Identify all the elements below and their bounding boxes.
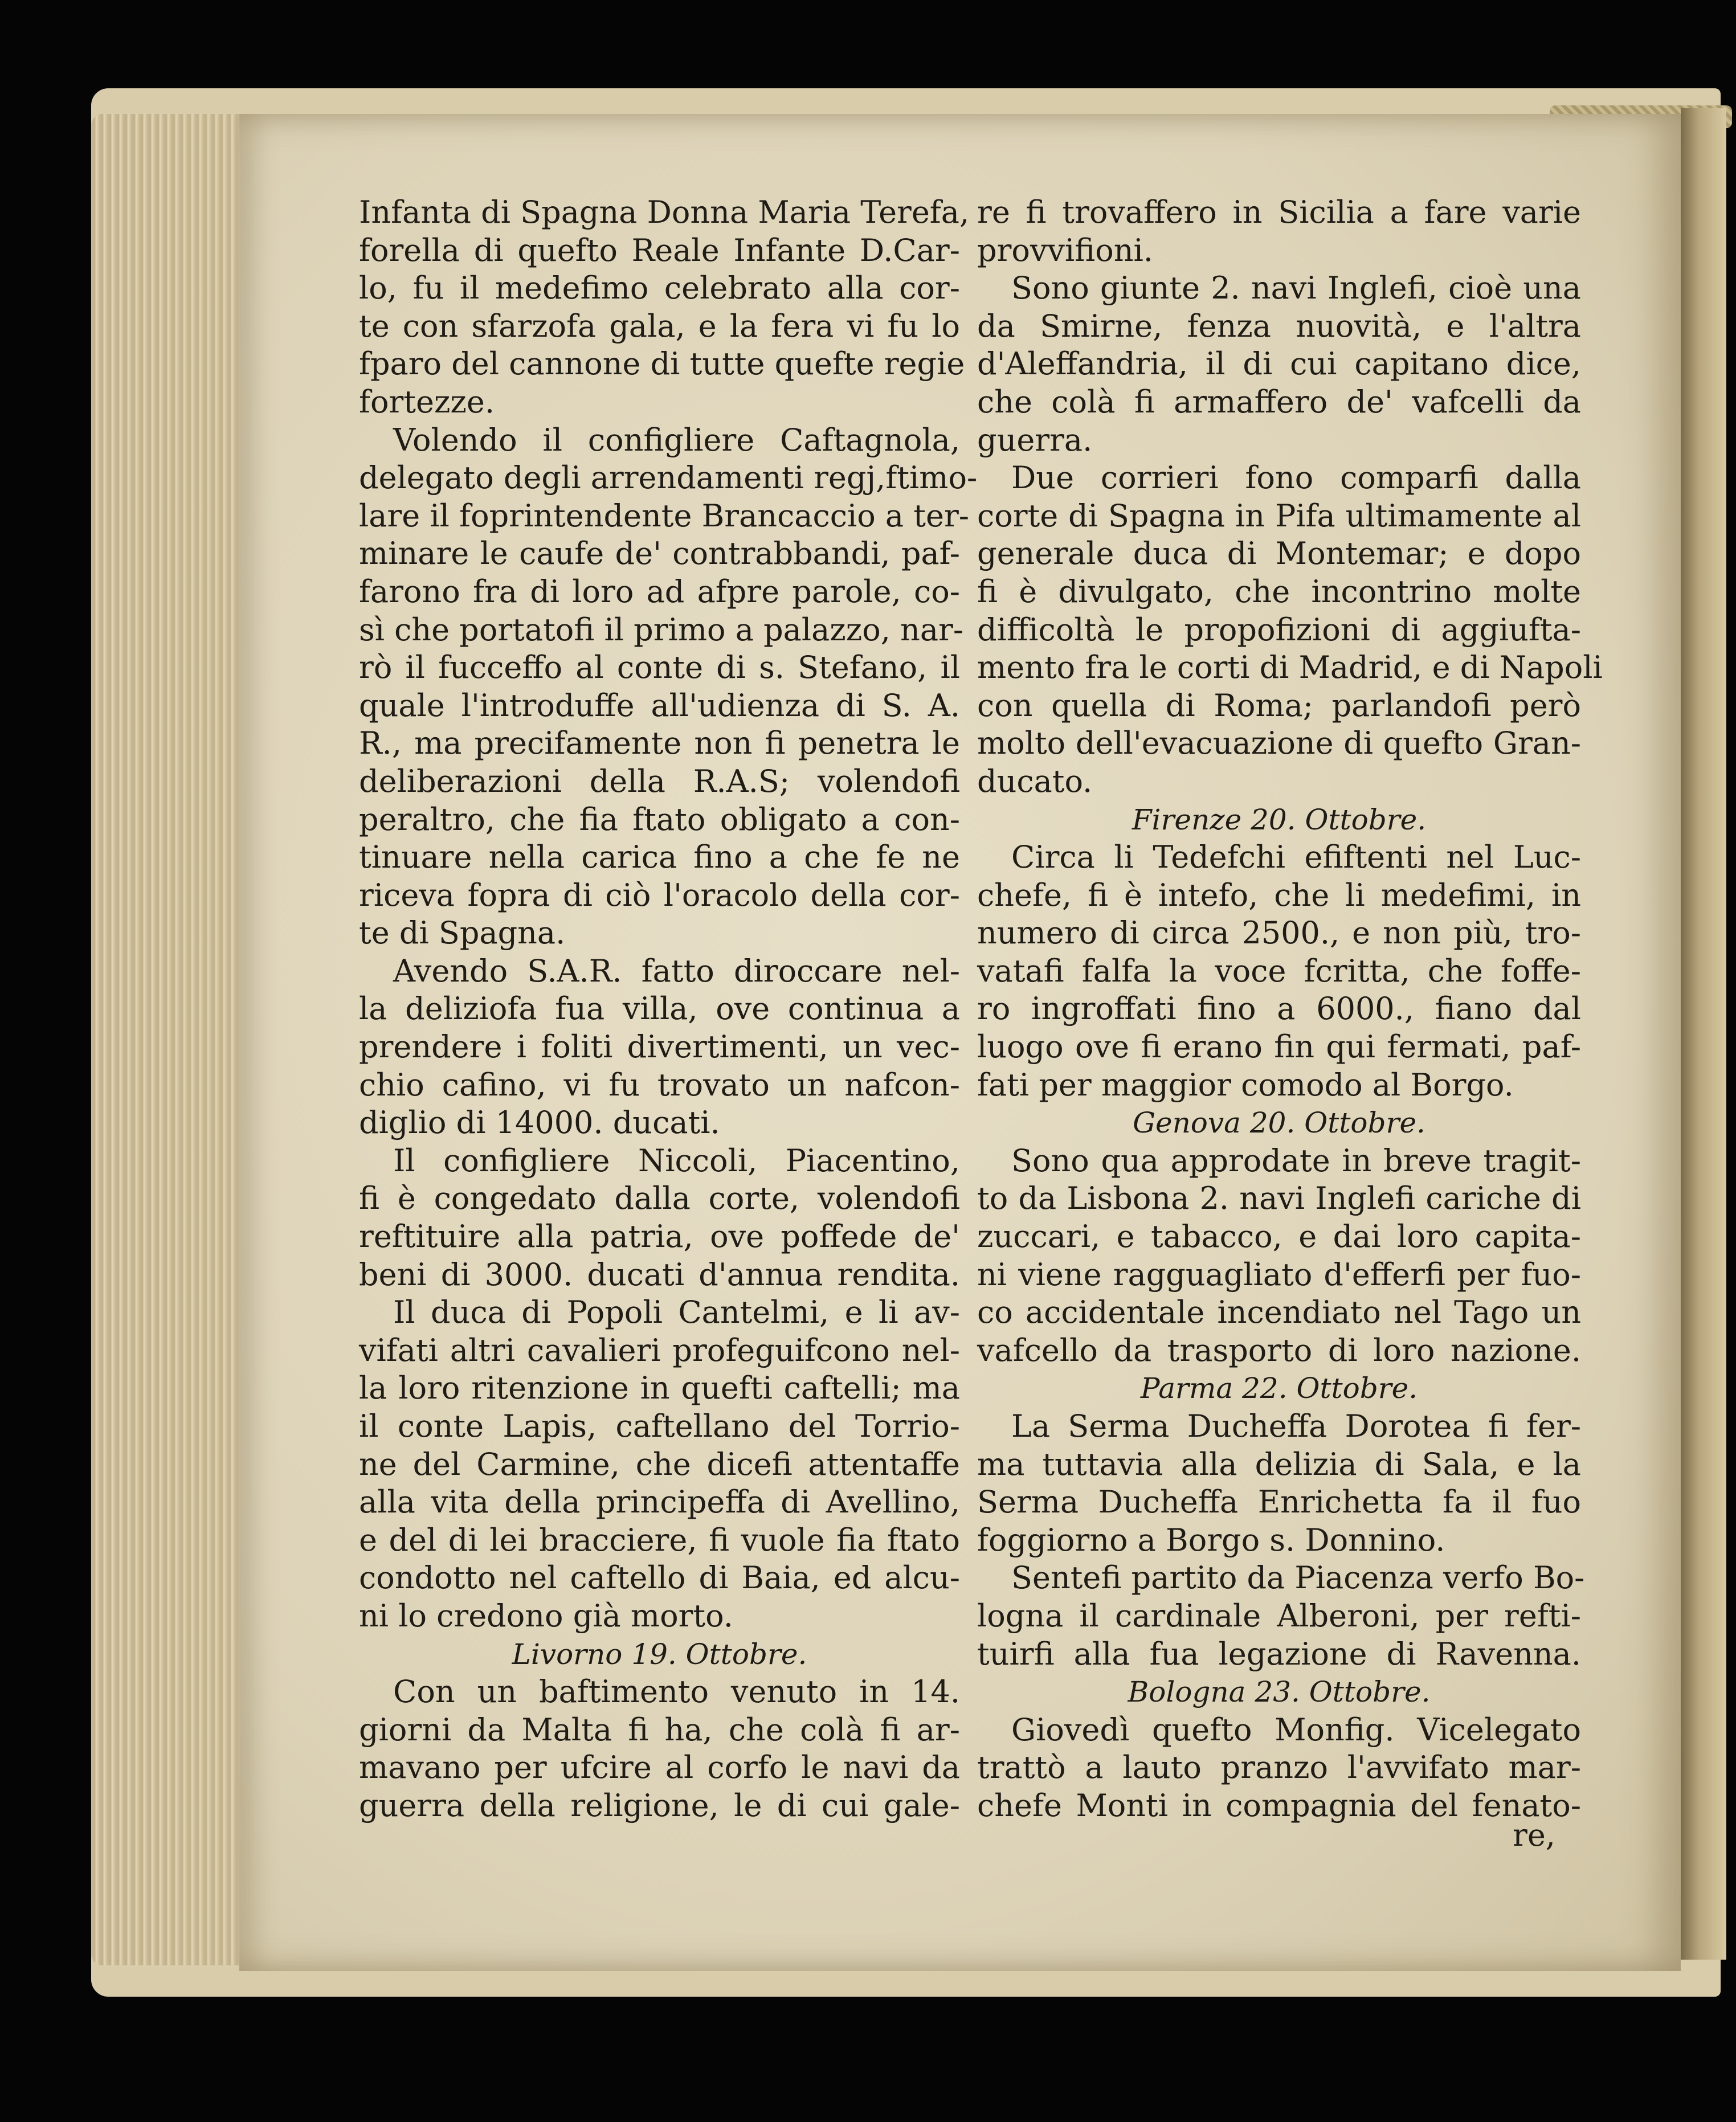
text-line: Avendo S.A.R. fatto diroccare nel- [393,952,960,989]
page-edges [91,114,262,1965]
text-line: mavano per ufcire al corfo le navi da [359,1749,960,1786]
gutter-shadow [1681,108,1726,1960]
text-line: tinuare nella carica fino a che fe ne [359,839,960,876]
text-line: giorni da Malta fi ha, che colà fi ar- [359,1711,960,1748]
text-line: chefe Monti in compagnia del fenato- [977,1787,1581,1823]
text-line: sì che portatofi il primo a palazzo, nar- [359,611,964,648]
text-line: trattò a lauto pranzo l'avvifato mar- [977,1749,1581,1786]
text-line: fortezze. [359,383,495,420]
text-line: chefe, fi è intefo, che li medefimi, in [977,877,1581,913]
text-line: Due corrieri fono comparfi dalla [1011,460,1581,496]
text-line: Sentefi partito da Piacenza verfo Bo- [1011,1560,1585,1596]
text-line: che colà fi armaffero de' vafcelli da [977,383,1581,420]
text-line: Sono qua approdate in breve tragit- [1011,1142,1581,1179]
text-line: reftituire alla patria, ove poffede de' [359,1219,960,1255]
text-line: ne del Carmine, che dicefi attentaffe [359,1446,960,1482]
text-line: Volendo il configliere Caftagnola, [393,422,960,458]
text-line: beni di 3000. ducati d'annua rendita. [359,1256,960,1293]
text-line: da Smirne, fenza nuovità, e l'altra [977,308,1581,344]
text-line: difficoltà le propofizioni di aggiufta- [977,611,1581,648]
text-line: numero di circa 2500., e non più, tro- [977,915,1581,951]
text-line: vifati altri cavalieri profeguifcono nel- [359,1332,960,1368]
text-line: d'Aleffandria, il di cui capitano dice, [977,346,1581,382]
text-line: fati per maggior comodo al Borgo. [977,1066,1514,1103]
text-line: quale l'introduffe all'udienza di S. A. [359,687,960,723]
text-line: ro ingroffati fino a 6000., fiano dal [977,991,1581,1027]
text-line: forella di quefto Reale Infante D.Car- [359,232,960,268]
text-line: deliberazioni della R.A.S; volendofi [359,763,960,799]
text-line: lare il foprintendente Brancaccio a ter- [359,497,970,534]
text-line: generale duca di Montemar; e dopo [977,535,1581,572]
text-line: delegato degli arrendamenti regj,ftimo- [359,460,978,496]
text-line: condotto nel caftello di Baia, ed alcu- [359,1560,960,1596]
text-line: rò il fucceffo al conte di s. Stefano, il [359,649,960,686]
text-line: tuirfi alla fua legazione di Ravenna. [977,1636,1581,1672]
text-line: prendere i foliti divertimenti, un vec- [359,1029,960,1065]
text-line: ma tuttavia alla delizia di Sala, e la [977,1446,1581,1482]
text-line: Circa li Tedefchi efiftenti nel Luc- [1011,839,1581,876]
text-line: te con sfarzofa gala, e la fera vi fu lo [359,308,960,344]
text-line: luogo ove fi erano fin qui fermati, paf- [977,1029,1581,1065]
dateline-heading: Genova 20. Ottobre. [1133,1106,1425,1140]
text-line: fparo del cannone di tutte quefte regie [359,346,965,382]
text-line: te di Spagna. [359,915,566,951]
dateline-heading: Livorno 19. Ottobre. [512,1637,807,1671]
text-line: re fi trovaffero in Sicilia a fare varie [977,194,1581,230]
text-line: to da Lisbona 2. navi Inglefi cariche di [977,1180,1581,1217]
text-line: diglio di 14000. ducati. [359,1105,720,1141]
catchword: re, [1513,1817,1555,1853]
text-line: guerra della religione, le di cui gale- [359,1787,960,1823]
text-line: co accidentale incendiato nel Tago un [977,1294,1581,1331]
text-line: foggiorno a Borgo s. Donnino. [977,1522,1445,1558]
dateline-heading: Parma 22. Ottobre. [1140,1372,1418,1405]
right-text-column [977,194,1603,1825]
text-line: logna il cardinale Alberoni, per refti- [977,1597,1581,1634]
text-line: il conte Lapis, caftellano del Torrio- [359,1408,960,1444]
text-line: Serma Ducheffa Enrichetta fa il fuo [977,1484,1581,1520]
dateline-heading: Bologna 23. Ottobre. [1128,1675,1431,1709]
text-line: zuccari, e tabacco, e dai loro capita- [977,1219,1581,1255]
text-line: Il configliere Niccoli, Piacentino, [393,1142,960,1179]
text-line: molto dell'evacuazione di quefto Gran- [977,725,1581,762]
text-line: guerra. [977,422,1093,458]
text-line: R., ma precifamente non fi penetra le [359,725,960,762]
text-line: Il duca di Popoli Cantelmi, e li av- [393,1294,960,1331]
text-line: Infanta di Spagna Donna Maria Terefa, [359,194,970,230]
text-line: farono fra di loro ad afpre parole, co- [359,573,960,610]
dateline-heading: Firenze 20. Ottobre. [1132,803,1427,836]
text-line: Giovedì quefto Monfig. Vicelegato [1011,1711,1581,1748]
text-line: fi è divulgato, che incontrino molte [977,573,1581,610]
text-line: corte di Spagna in Pifa ultimamente al [977,497,1581,534]
text-line: ni lo credono già morto. [359,1597,733,1634]
text-line: minare le caufe de' contrabbandi, paf- [359,535,960,572]
text-line: la loro ritenzione in quefti caftelli; ma [359,1370,960,1407]
text-line: e del di lei bracciere, fi vuole fia ftato [359,1522,960,1558]
left-text-column [359,194,978,1825]
text-line: la deliziofa fua villa, ove continua a [359,991,960,1027]
text-line: chio cafino, vi fu trovato un nafcon- [359,1066,960,1103]
text-line: fi è congedato dalla corte, volendofi [359,1180,960,1217]
text-line: con quella di Roma; parlandofi però [977,687,1581,723]
text-line: ducato. [977,763,1093,799]
text-line: alla vita della principeffa di Avellino, [359,1484,960,1520]
text-line: ni viene ragguagliato d'efferfi per fuo- [977,1256,1581,1293]
text-line: provvifioni. [977,232,1153,268]
text-line: peraltro, che fia ftato obligato a con- [359,801,960,837]
text-line: vatafi falfa la voce fcritta, che foffe- [977,952,1581,989]
text-line: vafcello da trasporto di loro nazione. [977,1332,1581,1368]
text-line: mento fra le corti di Madrid, e di Napoli [977,649,1603,686]
text-line: La Serma Ducheffa Dorotea fi fer- [1011,1408,1581,1444]
text-line: lo, fu il medefimo celebrato alla cor- [359,270,960,306]
text-line: riceva fopra di ciò l'oracolo della cor- [359,877,960,913]
text-line: Con un baftimento venuto in 14. [393,1674,960,1710]
text-line: Sono giunte 2. navi Inglefi, cioè una [1011,270,1581,306]
